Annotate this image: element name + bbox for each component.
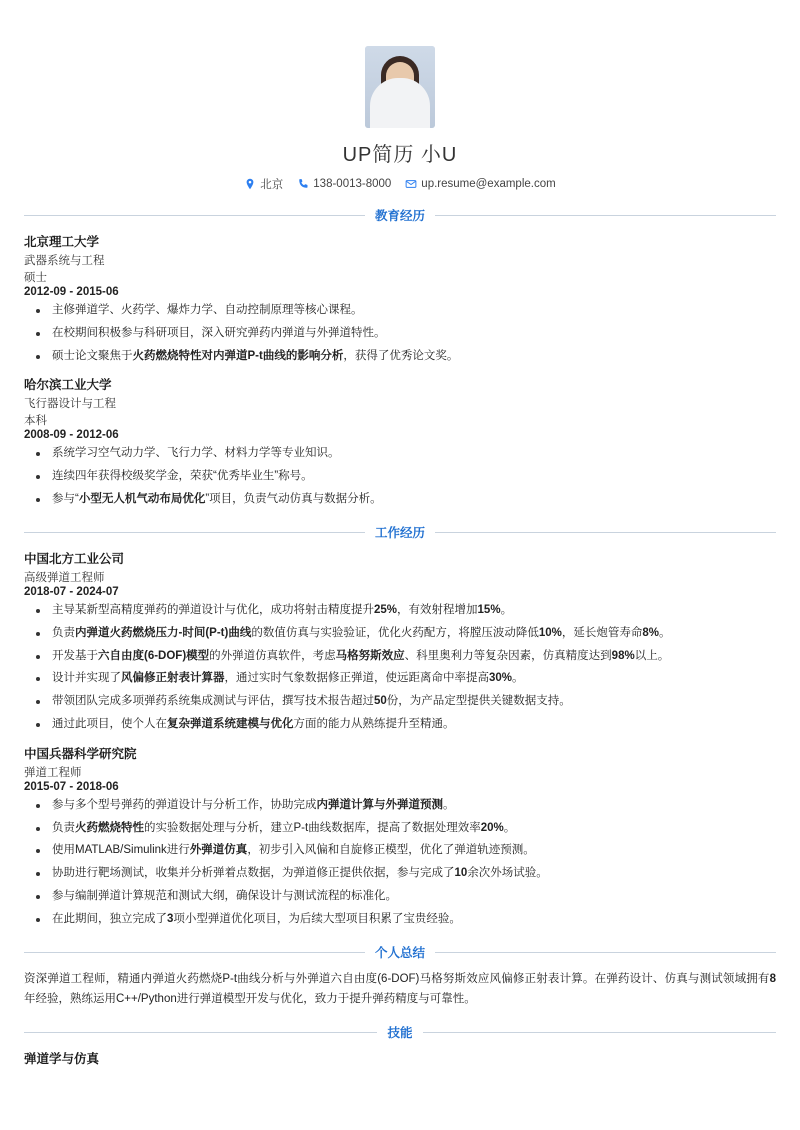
education-bullets — [24, 302, 776, 365]
contact-phone — [297, 178, 391, 190]
education-degree: 本科 — [24, 415, 47, 428]
work-bullets — [24, 602, 776, 734]
list-item: 主修弹道学、火药学、爆炸力学、自动控制原理等核心课程。 — [24, 302, 776, 320]
work-list — [24, 549, 776, 929]
education-list — [24, 232, 776, 509]
list-item: 负责火药燃烧特性的实验数据处理与分析，建立P-t曲线数据库，提高了数据处理效率20%。 — [24, 820, 776, 838]
contact-row — [24, 176, 776, 192]
education-degree: 硕士 — [24, 272, 47, 284]
avatar — [365, 46, 435, 128]
work-bullets — [24, 797, 776, 929]
education-entry — [24, 232, 776, 365]
section-title-work — [24, 523, 776, 541]
contact-phone-text: 138-0013-8000 — [313, 178, 392, 190]
page-title: UP简历 小U — [342, 144, 458, 166]
education-date: 2012-09 - 2015-06 — [24, 286, 119, 298]
education-org: 哈尔滨工业大学 — [24, 378, 112, 393]
section-title-text: 教育经历 — [365, 206, 435, 224]
section-title-education — [24, 206, 776, 224]
list-item: 主导某新型高精度弹药的弹道设计与优化，成功将射击精度提升25%，有效射程增加15%。 — [24, 602, 776, 620]
contact-email — [405, 178, 555, 190]
section-title-skills — [24, 1023, 776, 1041]
list-item: 使用MATLAB/Simulink进行外弹道仿真，初步引入风偏和自旋修正模型，优化了弹道轨迹预测。 — [24, 842, 776, 860]
list-item: 负责内弹道火药燃烧压力-时间(P-t)曲线的数值仿真与实验验证，优化火药配方，将膛压波动降低10%，延长炮管寿命8%。 — [24, 625, 776, 643]
contact-email-text: up.resume@example.com — [421, 178, 556, 190]
list-item: 在校期间积极参与科研项目，深入研究弹药内弹道与外弹道特性。 — [24, 325, 776, 343]
summary-paragraph: 资深弹道工程师，精通内弹道火药燃烧P-t曲线分析与外弹道六自由度(6-DOF)马格努斯效应风偏修正射表计算。在弹药设计、仿真与测试领域拥有8年经验，熟练运用C++/Python进行弹道模型开发与优化，致力于提升弹药精度与可靠性。 — [24, 972, 776, 1005]
list-item: 系统学习空气动力学、飞行力学、材料力学等专业知识。 — [24, 445, 776, 463]
avatar-body — [370, 78, 430, 128]
work-org: 中国兵器科学研究院 — [24, 746, 137, 761]
work-org: 中国北方工业公司 — [24, 551, 125, 566]
list-item: 开发基于六自由度(6-DOF)模型的外弹道仿真软件，考虑马格努斯效应、科里奥利力等复杂因素，仿真精度达到98%以上。 — [24, 648, 776, 666]
list-item: 设计并实现了风偏修正射表计算器，通过实时气象数据修正弹道，使远距离命中率提高30%。 — [24, 670, 776, 688]
education-major: 武器系统与工程 — [24, 255, 105, 267]
section-title-summary — [24, 943, 776, 961]
education-org: 北京理工大学 — [24, 235, 100, 249]
list-item: 参与多个型号弹药的弹道设计与分析工作，协助完成内弹道计算与外弹道预测。 — [24, 797, 776, 815]
list-item: 带领团队完成多项弹药系统集成测试与评估，撰写技术报告超过50份，为产品定型提供关键数据支持。 — [24, 693, 776, 711]
mail-icon — [405, 178, 417, 190]
location-pin-icon — [244, 178, 256, 190]
list-item: 协助进行靶场测试，收集并分析弹着点数据，为弹道修正提供依据，参与完成了10余次外场试验。 — [24, 865, 776, 883]
list-item: 在此期间，独立完成了3项小型弹道优化项目，为后续大型项目积累了宝贵经验。 — [24, 911, 776, 929]
list-item: 连续四年获得校级奖学金，荣获“优秀毕业生”称号。 — [24, 468, 776, 486]
work-date: 2015-07 - 2018-06 — [24, 780, 119, 793]
skill-group-title: 弹道学与仿真 — [24, 1051, 100, 1066]
list-item: 硕士论文聚焦于火药燃烧特性对内弹道P-t曲线的影响分析，获得了优秀论文奖。 — [24, 348, 776, 366]
education-date: 2008-09 - 2012-06 — [24, 429, 119, 442]
contact-location — [244, 176, 283, 192]
work-entry — [24, 549, 776, 734]
education-major: 飞行器设计与工程 — [24, 398, 116, 411]
work-title: 高级弹道工程师 — [24, 571, 105, 584]
contact-location-text: 北京 — [260, 179, 284, 191]
resume-header — [24, 28, 776, 192]
education-bullets — [24, 445, 776, 508]
list-item: 参与“小型无人机气动布局优化”项目，负责气动仿真与数据分析。 — [24, 491, 776, 509]
work-entry — [24, 744, 776, 929]
section-title-text: 工作经历 — [365, 523, 435, 541]
section-title-text: 个人总结 — [365, 943, 435, 961]
phone-icon — [297, 178, 309, 190]
work-title: 弹道工程师 — [24, 766, 82, 779]
list-item: 参与编制弹道计算规范和测试大纲，确保设计与测试流程的标准化。 — [24, 888, 776, 906]
list-item: 通过此项目，使个人在复杂弹道系统建模与优化方面的能力从熟练提升至精通。 — [24, 716, 776, 734]
education-entry — [24, 375, 776, 508]
section-title-text: 技能 — [377, 1023, 422, 1041]
work-date: 2018-07 - 2024-07 — [24, 585, 119, 598]
